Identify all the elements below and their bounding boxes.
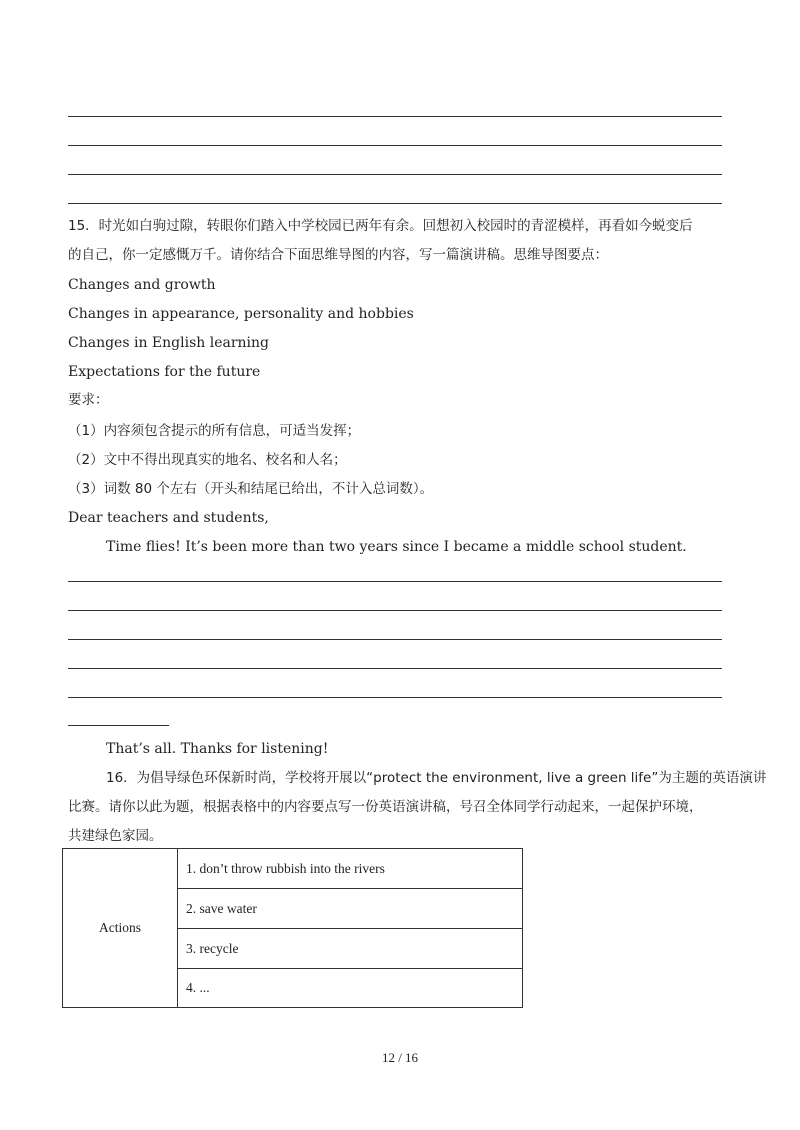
answer-line xyxy=(68,174,722,175)
answer-line xyxy=(68,639,722,640)
mindmap-point: Changes and growth xyxy=(68,277,216,293)
actions-header-cell: Actions xyxy=(63,849,178,1008)
action-item-cell: 3. recycle xyxy=(178,929,523,969)
answer-line xyxy=(68,145,722,146)
action-item-cell: 1. don’t throw rubbish into the rivers xyxy=(178,849,523,889)
opening-sentence: Time flies! It’s been more than two years since I became a middle school student. xyxy=(106,539,687,555)
requirements-title: 要求： xyxy=(68,392,109,408)
q16-prompt-line2: 比赛。请你以此为题，根据表格中的内容要点写一份英语演讲稿，号召全体同学行动起来，一起保护环境， xyxy=(68,799,703,815)
mindmap-point: Changes in appearance, personality and hobbies xyxy=(68,306,414,322)
q15-prompt-line1: 15．时光如白驹过隙，转眼你们踏入中学校园已两年有余。回想初入校园时的青涩模样，再看如今蜕变后 xyxy=(68,218,693,234)
action-item-cell: 4. ... xyxy=(178,969,523,1008)
answer-line xyxy=(68,668,722,669)
q15-prompt-line2: 的自己，你一定感慨万千。请你结合下面思维导图的内容，写一篇演讲稿。思维导图要点： xyxy=(68,247,608,263)
mindmap-point: Changes in English learning xyxy=(68,335,269,351)
requirement-item: （2）文中不得出现真实的地名、校名和人名； xyxy=(68,452,347,468)
q16-prompt-line3: 共建绿色家园。 xyxy=(68,828,163,844)
action-item-cell: 2. save water xyxy=(178,889,523,929)
closing-sentence: That’s all. Thanks for listening! xyxy=(106,741,329,757)
page-number: 12 / 16 xyxy=(381,1050,419,1065)
answer-line xyxy=(68,581,722,582)
answer-line xyxy=(68,203,722,204)
greeting: Dear teachers and students, xyxy=(68,510,269,526)
actions-table xyxy=(62,848,523,1008)
requirement-item: （1）内容须包含提示的所有信息，可适当发挥； xyxy=(68,423,361,439)
answer-line xyxy=(68,697,722,698)
mindmap-point: Expectations for the future xyxy=(68,364,261,380)
answer-line xyxy=(68,116,722,117)
answer-line xyxy=(68,610,722,611)
requirement-item: （3）词数 80 个左右（开头和结尾已给出，不计入总词数）。 xyxy=(68,481,434,497)
answer-line-short xyxy=(68,725,169,726)
q16-prompt-line1: 16．为倡导绿色环保新时尚，学校将开展以“protect the environment, live a green life”为主题的英语演讲 xyxy=(106,770,767,786)
